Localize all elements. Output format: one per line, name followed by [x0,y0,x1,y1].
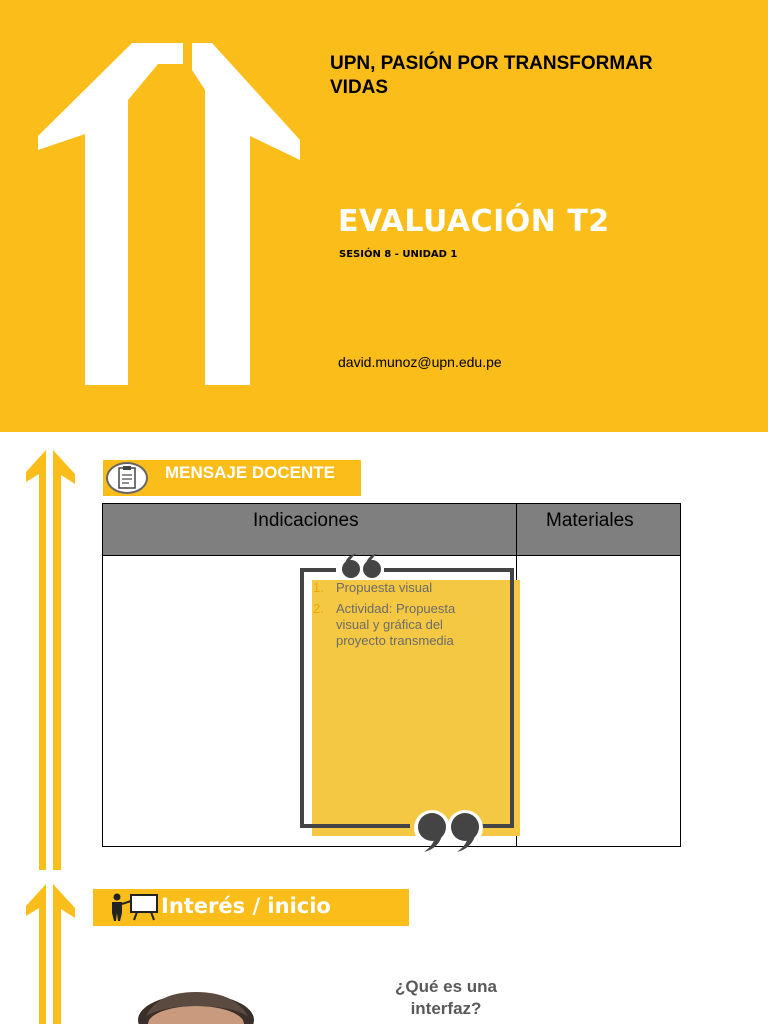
title-slide [0,0,768,432]
clipboard-icon [106,462,148,494]
column-header-materiales: Materiales [546,510,634,531]
list-text: Actividad: Propuesta visual y gráfica del proyecto transmedia [336,601,456,648]
side-arrow-icon [26,450,78,870]
email-address[interactable]: david.munoz@upn.edu.pe [338,354,502,370]
tagline: UPN, PASIÓN POR TRANSFORMAR VIDAS [330,53,653,98]
person-photo [118,980,278,1024]
quote-box [300,566,520,836]
message-header-label: MENSAJE DOCENTE [165,463,336,482]
interest-header-label: Interés / inicio [161,894,331,918]
list-number: 1. [313,580,324,595]
teacher-board-icon [109,893,159,921]
teacher-message-slide [0,432,768,872]
interest-header [93,889,409,926]
close-quote-icon [410,808,490,856]
open-quote-icon [338,553,388,583]
double-up-arrow-icon [0,0,320,432]
column-header-indicaciones: Indicaciones [253,510,359,531]
slide-subtitle: SESIÓN 8 - UNIDAD 1 [339,249,458,260]
slide-title: EVALUACIÓN T2 [338,204,610,239]
list-item [313,601,483,649]
quote-list [313,580,483,654]
message-header [103,460,361,496]
interest-slide [0,872,768,1024]
list-text: Propuesta visual [336,580,433,595]
list-item [313,580,483,596]
list-number: 2. [313,601,324,616]
side-arrow-icon [26,884,78,1024]
question-text: ¿Qué es una interfaz? [394,977,498,1018]
